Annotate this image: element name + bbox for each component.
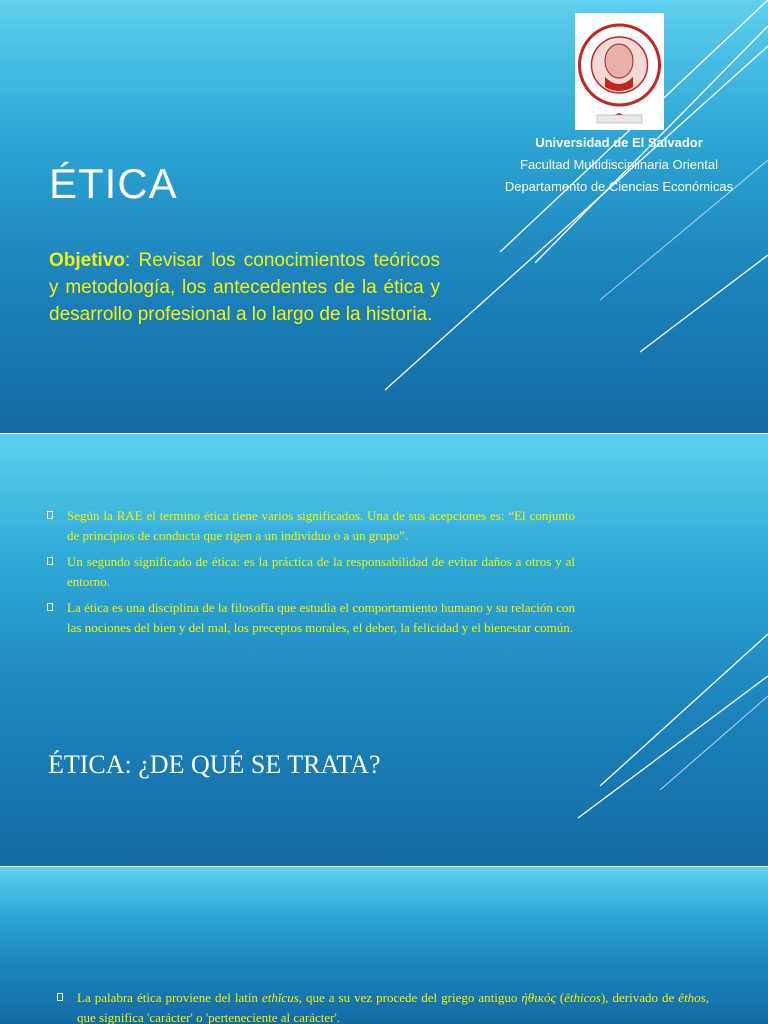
objective-label: Objetivo [49,250,126,271]
etymology-text: ( [555,990,565,1005]
deco-line [600,634,768,786]
etymology-text: , que significa 'carácter' o 'perteneciente al carácter'. [77,990,709,1024]
list-item [47,552,575,592]
etymology-text: La palabra ética proviene del latín [77,990,262,1005]
list-item-text: Según la RAE el termino ética tiene varios significados. Una de sus acepciones es: “El conjunto de principios de conducta que rigen a un individuo o a un grupo”. [67,508,575,543]
slide-2 [0,434,768,866]
bullet-icon [47,603,53,611]
list-item [57,988,709,1024]
list-item [47,598,575,638]
slide-title: ÉTICA [49,160,178,207]
etymology-list [57,988,709,1024]
list-item-text: La ética es una disciplina de la filosofía que estudia el comportamiento humano y su relación con las nociones del bien y del mal, los preceptos morales, el deber, la felicidad y el bienestar común. [67,600,575,635]
greek-transliteration: êthicos [564,990,601,1005]
bullet-icon [47,511,53,519]
root-term: êthos [678,990,706,1005]
bullet-icon [47,557,53,565]
slide-3 [0,867,768,1024]
decorative-lines [0,434,768,866]
definition-list [47,506,575,644]
university-seal-logo [575,13,664,130]
list-item [47,506,575,546]
deco-line [640,255,768,352]
department-name: Departamento de Ciencias Económicas [504,179,734,194]
deco-line [578,676,768,818]
etymology-text: , que a su vez procede del griego antiguo [298,990,522,1005]
objective-paragraph [49,247,440,328]
university-name: Universidad de El Salvador [535,135,703,150]
slide-1 [0,0,768,433]
bullet-icon [57,993,63,1001]
deco-line [660,696,768,790]
slide-title: ÉTICA: ¿DE QUÉ SE TRATA? [48,750,381,779]
institution-info [480,132,758,198]
list-item-text: Un segundo significado de ética: es la práctica de la responsabilidad de evitar daños a otros y al entorno. [67,554,575,589]
list-item-text [77,990,709,1024]
objective-text: : Revisar los conocimientos teóricos y metodología, los antecedentes de la ética y desarrollo profesional a lo largo de la historia. [49,250,440,325]
faculty-name: Facultad Multidisciplinaria Oriental [520,157,718,172]
etymology-text: ), derivado de [600,990,679,1005]
greek-term: ἠθικός [521,990,556,1005]
latin-term: ethĭcus [261,990,299,1005]
